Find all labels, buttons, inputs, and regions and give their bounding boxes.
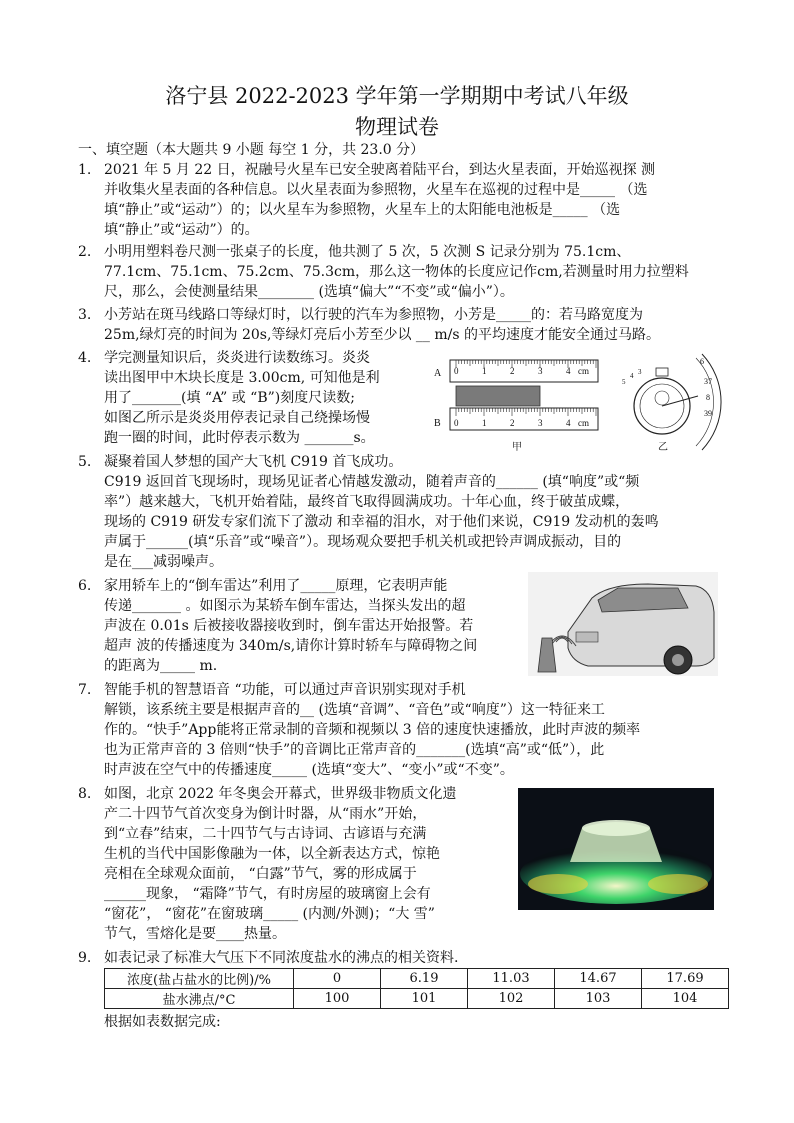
question-number: 7. <box>78 682 92 698</box>
question-number: 5. <box>78 454 92 470</box>
table-cell: 101 <box>381 989 468 1009</box>
ruler-a-unit: cm <box>578 366 589 376</box>
ruler-figure <box>430 354 602 456</box>
question-4 <box>78 348 380 448</box>
stopwatch-scale-arc-inner <box>696 358 714 446</box>
question-line: 的距离为_____ m. <box>104 658 218 674</box>
question-line: 产二十四节气首次变身为倒计时器，从“雨水”开始， <box>104 806 427 822</box>
stopwatch-outer-label: 6 <box>700 357 704 366</box>
question-line: 2021 年 5 月 22 日，祝融号火星车已安全驶离着陆平台，到达火星表面，开始巡视探 测 <box>104 162 656 178</box>
stopwatch-inner-label: 5 <box>622 378 626 386</box>
question-line: 声属于______(填“乐音”或“噪音”）。现场观众要把手机关机或把铃声调成振动，目的 <box>104 534 622 550</box>
stopwatch-inner-label: 3 <box>638 368 642 376</box>
question-line: 小明用塑料卷尺测一张桌子的长度，他共测了 5 次，5 次测 S 记录分别为 75.1cm、 <box>104 244 631 260</box>
table-cell: 14.67 <box>555 969 642 989</box>
question-line: 率”）越来越大，飞机开始着陆，最终首飞取得圆满成功。十年心血，终于破茧成蝶， <box>104 494 630 510</box>
question-line: “窗花”， “窗花”在窗玻璃_____ (内测/外测)；“大 雪” <box>104 906 435 922</box>
ruler-b-tick-label: 3 <box>538 418 543 428</box>
ruler-a-tick-label: 1 <box>482 366 487 376</box>
salt-water-table <box>104 968 729 1009</box>
car-wheel-hub <box>672 654 684 666</box>
table-header: 盐水沸点/°C <box>105 989 294 1009</box>
question-line: 如表记录了标准大气压下不同浓度盐水的沸点的相关资料. <box>104 950 459 966</box>
question-line: 如图乙所示是炎炎用停表记录自己绕操场慢 <box>104 410 370 426</box>
question-line: 跑一圈的时间，此时停表示数为 _______s。 <box>104 430 375 446</box>
question-line: 用了_______(填 “A” 或 “B”)刻度尺读数; <box>104 390 355 406</box>
question-line: 读出图甲中木块长度是 3.00cm, 可知他是利 <box>104 370 380 386</box>
question-number: 2. <box>78 244 92 260</box>
question-line: 解锁，该系统主要是根据声音的__ (选填“音调”、“音色”或“响度”）这一特征来工 <box>104 702 605 718</box>
question-9 <box>78 948 459 968</box>
ruler-a-tick-label: 3 <box>538 366 543 376</box>
ruler-b-tick-label: 0 <box>454 418 459 428</box>
question-line: 超声 波的传播速度为 340m/s,请你计算时轿车与障碍物之间 <box>104 638 478 654</box>
table-cell: 102 <box>468 989 555 1009</box>
stopwatch-crown <box>656 368 668 376</box>
ruler-b-tick-label: 2 <box>510 418 515 428</box>
table-row <box>105 969 729 989</box>
table-cell: 11.03 <box>468 969 555 989</box>
wood-block <box>456 386 540 406</box>
ruler-b-label: B <box>434 418 441 429</box>
question-number: 1. <box>78 162 92 178</box>
ruler-b-tick-label: 4 <box>566 418 571 428</box>
question-line: 凝聚着国人梦想的国产大飞机 C919 首飞成功。 <box>104 454 403 470</box>
ruler-b <box>450 408 598 430</box>
question-line: 小芳站在斑马线路口等绿灯时，以行驶的汽车为参照物，小芳是_____的：若马路宽度为 <box>104 307 643 323</box>
ruler-a-label: A <box>434 368 442 379</box>
question-number: 9. <box>78 950 92 966</box>
ruler-b-unit: cm <box>578 418 589 428</box>
table-cell: 103 <box>555 989 642 1009</box>
table-cell: 104 <box>642 989 729 1009</box>
question-line: 作的。“快手”App能将正常录制的音频和视频以 3 倍的速度快速播放，此时声波的频率 <box>104 722 641 738</box>
table-row <box>105 989 729 1009</box>
table-cell: 6.19 <box>381 969 468 989</box>
stopwatch-outer-label: 39 <box>704 409 712 418</box>
ruler-a-tick-label: 0 <box>454 366 459 376</box>
question-line: 智能手机的智慧语音 “功能，可以通过声音识别实现对手机 <box>104 682 466 698</box>
table-cell: 100 <box>294 989 381 1009</box>
table-header: 浓度(盐占盐水的比例)/% <box>105 969 294 989</box>
question-line: 填“静止”或“运动”）的。 <box>104 222 259 238</box>
car-rear-window <box>598 588 688 612</box>
question-1 <box>78 160 656 240</box>
ruler-b-tick-label: 1 <box>482 418 487 428</box>
table-cell: 0 <box>294 969 381 989</box>
exam-subtitle: 物理试卷 <box>355 115 439 139</box>
question-line: 现场的 C919 研发专家们流下了激动 和幸福的泪水，对于他们来说，C919 发动机的轰鸣 <box>104 514 659 530</box>
question-line: 传递_______ 。如图示为某轿车倒车雷达，当探头发出的超 <box>104 598 466 614</box>
stopwatch-outer-label: 37 <box>704 377 712 386</box>
question-7 <box>78 680 641 780</box>
question-line: C919 返回首飞现场时，现场见证者心情越发激动，随着声音的______ (填“响度”或“频 <box>104 474 640 490</box>
after-table-text: 根据如表数据完成: <box>104 1014 221 1030</box>
question-line: 时声波在空气中的传播速度_____ (选填“变大”、“变小”或“不变”。 <box>104 762 514 778</box>
question-5 <box>78 452 659 572</box>
stage-light-left <box>528 874 588 894</box>
question-line: 声波在 0.01s 后被接收器接收到时，倒车雷达开始报警。若 <box>104 618 474 634</box>
stage-light-right <box>648 874 708 894</box>
stopwatch-inner-label: 4 <box>630 372 634 380</box>
question-6 <box>78 576 478 676</box>
exam-title: 洛宁县 2022-2023 学年第一学期期中考试八年级 <box>165 84 629 108</box>
question-line: 是在___减弱噪声。 <box>104 554 223 570</box>
question-number: 4. <box>78 350 92 366</box>
stopwatch-caption: 乙 <box>658 442 668 453</box>
question-line: 亮相在全球观众面前， “白露”节气，雾的形成属于 <box>104 866 417 882</box>
question-line: 家用轿车上的“倒车雷达”利用了_____原理，它表明声能 <box>104 578 448 594</box>
question-line: 尺，那么，会使测量结果________ (选填“偏大”“不变”或“偏小”）。 <box>104 284 514 300</box>
ruler-caption: 甲 <box>512 442 522 453</box>
car-tail-light <box>576 632 598 642</box>
question-line: 25m,绿灯亮的时间为 20s,等绿灯亮后小芳至少以 __ m/s 的平均速度才能安全通过马路。 <box>104 327 660 343</box>
question-line: 生机的当代中国影像融为一体，以全新表达方式，惊艳 <box>104 846 440 862</box>
question-3 <box>78 305 660 345</box>
question-line: 填“静止”或“运动”）的；以火星车为参照物，火星车上的太阳能电池板是_____ （选 <box>104 202 621 218</box>
question-line: 到“立春”结束，二十四节气与古诗词、古谚语与充满 <box>104 826 427 842</box>
question-number: 8. <box>78 786 92 802</box>
question-line: 并收集火星表面的各种信息。以火星表面为参照物，火星车在巡视的过程中是_____ （选 <box>104 182 648 198</box>
question-line: 77.1cm、75.1cm、75.2cm、75.3cm，那么这一物体的长度应记作cm,若测量时用力拉塑料 <box>104 264 689 280</box>
ruler-a-tick-label: 4 <box>566 366 571 376</box>
question-line: 节气，雪熔化是要____热量。 <box>104 926 286 942</box>
question-line: 学完测量知识后，炎炎进行读数练习。炎炎 <box>104 350 370 366</box>
fountain-top <box>582 820 650 836</box>
car-radar-figure <box>528 572 718 676</box>
ruler-a <box>450 360 598 382</box>
ruler-a-tick-label: 2 <box>510 366 515 376</box>
stopwatch-outer-label: 8 <box>706 393 710 402</box>
question-line: ______现象， “霜降”节气，有时房屋的玻璃窗上会有 <box>104 886 431 902</box>
table-cell: 17.69 <box>642 969 729 989</box>
stopwatch-figure <box>612 350 732 456</box>
question-line: 也为正常声音的 3 倍则“快手”的音调比正常声音的_______(选填“高”或“低”），此 <box>104 742 605 758</box>
question-2 <box>78 242 689 302</box>
question-line: 如图，北京 2022 年冬奥会开幕式，世界级非物质文化遗 <box>104 786 457 802</box>
question-number: 3. <box>78 307 92 323</box>
stopwatch-scale-arc <box>702 354 721 450</box>
question-8 <box>78 784 457 944</box>
olympic-ceremony-photo <box>518 788 714 910</box>
section-heading: 一、填空题（本大题共 9 小题 每空 1 分，共 23.0 分） <box>78 142 425 158</box>
question-number: 6. <box>78 578 92 594</box>
